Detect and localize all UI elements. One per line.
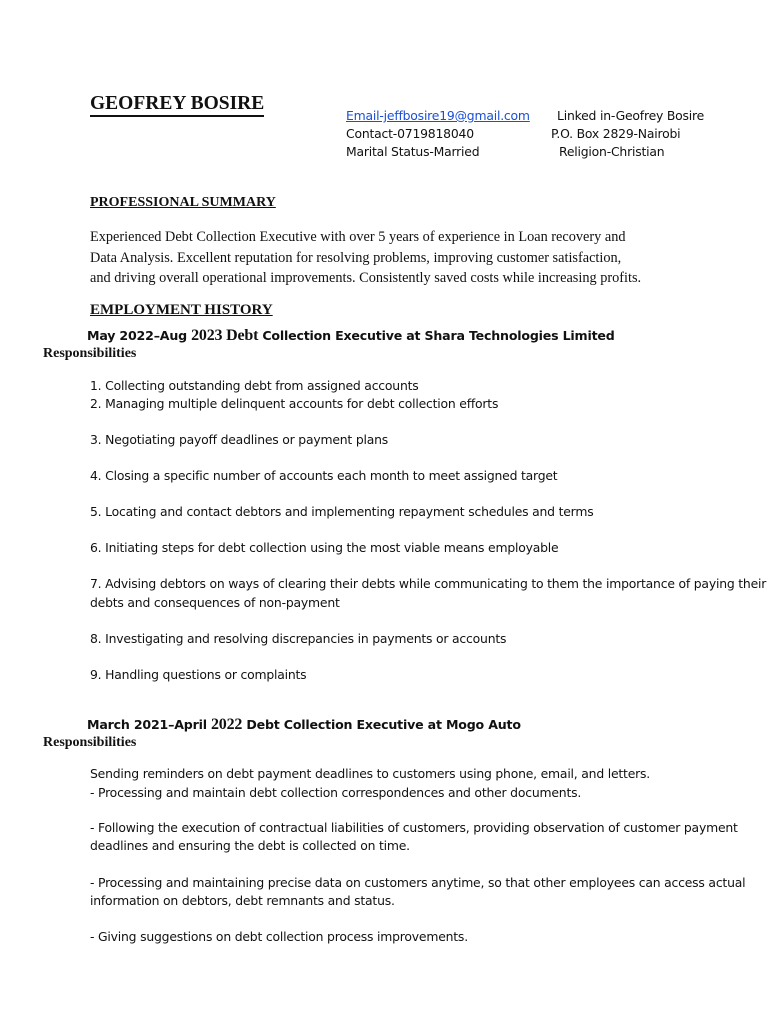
job-role: Collection Executive at Shara Technologies Limited (262, 328, 615, 343)
job-dates: March 2021–April (87, 717, 207, 732)
list-item-continuation: debts and consequences of non-payment (90, 595, 340, 610)
summary-line: Experienced Debt Collection Executive with over 5 years of experience in Loan recovery and (90, 229, 626, 245)
list-item-continuation: deadlines and ensuring the debt is collected on time. (90, 838, 410, 853)
responsibilities-heading: Responsibilities (43, 346, 137, 361)
candidate-name: GEOFREY BOSIRE (90, 93, 264, 117)
religion-info: Religion-Christian (559, 144, 665, 159)
list-item-continuation: information on debtors, debt remnants and status. (90, 893, 395, 908)
summary-paragraph (90, 227, 641, 289)
job-dates: May 2022–Aug (87, 328, 187, 343)
marital-status: Marital Status-Married (346, 144, 480, 159)
list-item: 5. Locating and contact debtors and implementing repayment schedules and terms (90, 504, 594, 519)
list-item: - Giving suggestions on debt collection process improvements. (90, 929, 468, 944)
responsibilities-heading: Responsibilities (43, 735, 137, 750)
po-box: P.O. Box 2829-Nairobi (551, 126, 681, 141)
summary-line: and driving overall operational improvements. Consistently saved costs while increasing profits. (90, 270, 642, 286)
list-item: 7. Advising debtors on ways of clearing their debts while communicating to them the importance of paying their (90, 576, 767, 591)
job-title-mogo (87, 716, 521, 734)
job-dates-emphasis: 2023 Debt (191, 327, 259, 344)
job-dates-emphasis: 2022 (211, 716, 243, 733)
list-item: - Processing and maintain debt collection correspondences and other documents. (90, 785, 582, 800)
email-link[interactable]: Email-jeffbosire19@gmail.com (346, 108, 530, 123)
contact-phone: Contact-0719818040 (346, 126, 474, 141)
list-item: 6. Initiating steps for debt collection using the most viable means employable (90, 540, 559, 555)
list-item: - Following the execution of contractual liabilities of customers, providing observation of customer payment (90, 820, 738, 835)
list-item: 1. Collecting outstanding debt from assigned accounts (90, 378, 419, 393)
list-item: 9. Handling questions or complaints (90, 667, 307, 682)
job-title-shara (87, 327, 615, 345)
list-item: 4. Closing a specific number of accounts each month to meet assigned target (90, 468, 558, 483)
list-item: 3. Negotiating payoff deadlines or payment plans (90, 432, 389, 447)
employment-history-heading: EMPLOYMENT HISTORY (90, 302, 273, 318)
list-item: - Processing and maintaining precise data on customers anytime, so that other employees can access actual (90, 875, 746, 890)
list-item: Sending reminders on debt payment deadlines to customers using phone, email, and letters. (90, 766, 651, 781)
list-item: 8. Investigating and resolving discrepancies in payments or accounts (90, 631, 507, 646)
list-item: 2. Managing multiple delinquent accounts for debt collection efforts (90, 396, 499, 411)
linkedin-info: Linked in-Geofrey Bosire (557, 108, 705, 123)
job-role: Debt Collection Executive at Mogo Auto (246, 717, 521, 732)
summary-line: Data Analysis. Excellent reputation for resolving problems, improving customer satisfaction, (90, 249, 622, 266)
professional-summary-heading: PROFESSIONAL SUMMARY (90, 195, 276, 210)
